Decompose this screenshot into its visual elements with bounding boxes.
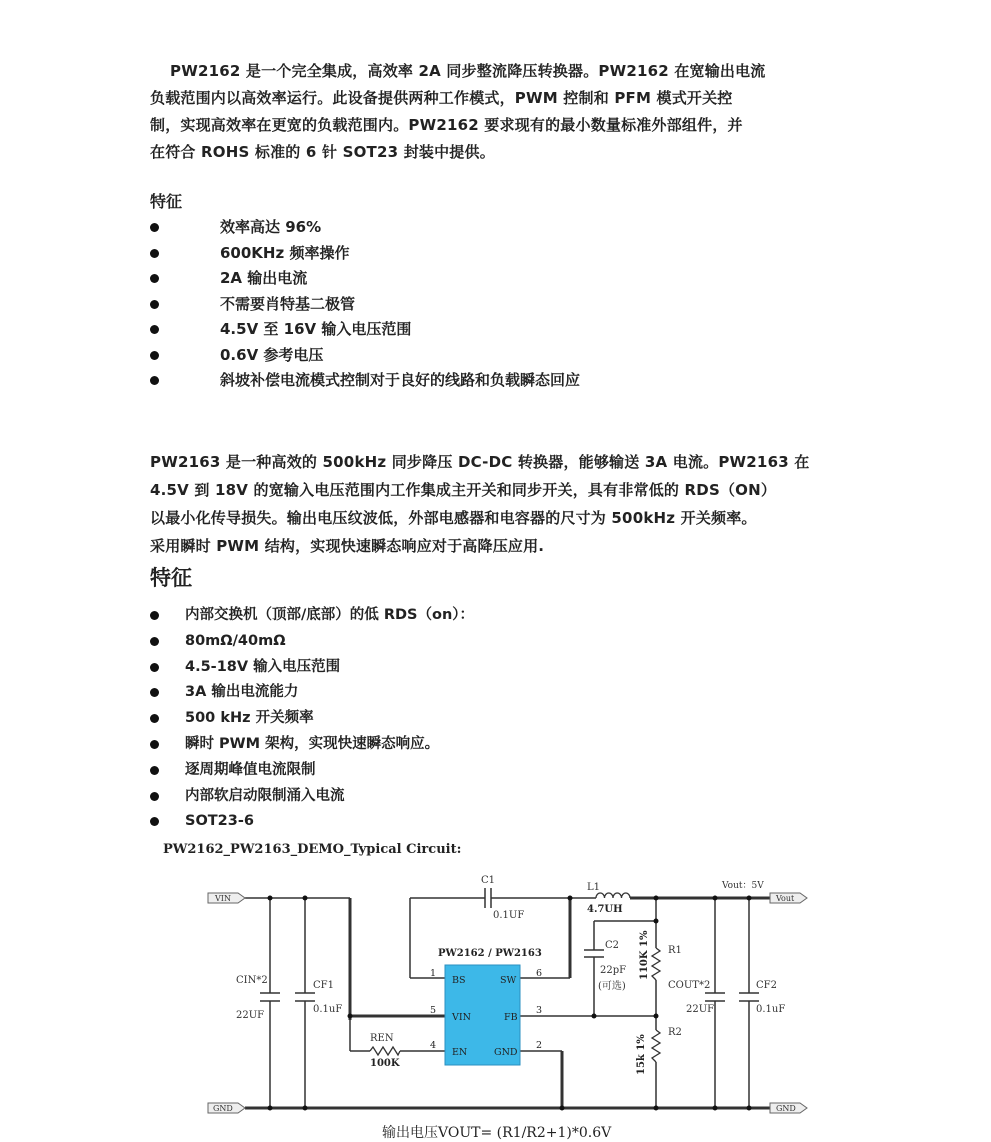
list-item: 3A 输出电流能力 (150, 680, 474, 706)
typical-circuit-schematic (0, 860, 991, 1122)
r1-label: R1 (668, 945, 682, 956)
list-item: 不需要肖特基二极管 (150, 292, 580, 318)
c2-note: (可选) (598, 981, 626, 992)
l1-label: L1 (587, 882, 601, 893)
pw2162-description (150, 58, 850, 166)
chip-name: PW2162 / PW2163 (438, 948, 542, 959)
list-item: 500 kHz 开关频率 (150, 706, 474, 732)
l1-inductor (596, 893, 630, 898)
bullet-icon (150, 792, 159, 801)
list-item: 0.6V 参考电压 (150, 343, 580, 369)
bullet-icon (150, 688, 159, 697)
pin-vin: VIN (452, 1012, 471, 1023)
pin-sw: SW (500, 975, 517, 986)
list-item: 瞬时 PWM 架构，实现快速瞬态响应。 (150, 732, 474, 758)
cf1-label: CF1 (313, 980, 334, 991)
pw2163-description (150, 448, 850, 560)
list-item: 内部交换机（顶部/底部）的低 RDS（on）： (150, 603, 474, 629)
gnd-port-left-label: GND (213, 1104, 233, 1113)
description-line: PW2163 是一种高效的 500kHz 同步降压 DC-DC 转换器，能够输送 3A 电流。PW2163 在 (150, 453, 810, 471)
list-item: 效率高达 96% (150, 215, 580, 241)
r2-label: R2 (668, 1027, 682, 1038)
bullet-icon (150, 376, 159, 385)
cin-value: 22UF (236, 1010, 265, 1021)
pin-en: EN (452, 1047, 468, 1058)
r1-value: 110K 1% (639, 930, 650, 980)
pin-number: 4 (430, 1040, 437, 1051)
pin-fb: FB (504, 1012, 518, 1023)
bullet-icon (150, 223, 159, 232)
description-line: 制，实现高效率在更宽的负载范围内。PW2162 要求现有的最小数量标准外部组件，并 (150, 116, 743, 134)
cin-label: CIN*2 (236, 975, 268, 986)
c1-label: C1 (481, 875, 496, 886)
bullet-icon (150, 637, 159, 646)
list-item: 4.5V 至 16V 输入电压范围 (150, 317, 580, 343)
vin-port-label: VIN (215, 894, 231, 903)
bullet-icon (150, 300, 159, 309)
features-heading-pw2162: 特征 (150, 192, 183, 211)
pin-number: 3 (536, 1005, 543, 1016)
cf2-label: CF2 (756, 980, 777, 991)
pin-gnd: GND (494, 1047, 518, 1058)
cout-label: COUT*2 (668, 980, 711, 991)
list-item: 斜坡补偿电流模式控制对于良好的线路和负载瞬态回应 (150, 368, 580, 394)
list-item: 80mΩ/40mΩ (150, 629, 474, 655)
pin-number: 6 (536, 968, 543, 979)
r1-resistor (652, 948, 660, 980)
bullet-icon (150, 663, 159, 672)
l1-value: 4.7UH (587, 904, 623, 915)
bullet-icon (150, 325, 159, 334)
cf2-value: 0.1uF (756, 1004, 786, 1015)
features-heading-pw2163: 特征 (150, 566, 192, 590)
c1-value: 0.1UF (493, 910, 525, 921)
list-item: 4.5-18V 输入电压范围 (150, 655, 474, 681)
list-item: SOT23-6 (150, 809, 474, 835)
list-item: 2A 输出电流 (150, 266, 580, 292)
bullet-icon (150, 611, 159, 620)
bullet-icon (150, 766, 159, 775)
description-line: 4.5V 到 18V 的宽输入电压范围内工作集成主开关和同步开关，具有非常低的 RDS（ON） (150, 481, 777, 499)
ren-resistor (370, 1047, 400, 1055)
bullet-icon (150, 274, 159, 283)
pin-number: 2 (536, 1040, 543, 1051)
ren-label: REN (370, 1033, 394, 1044)
list-item: 内部软启动限制涌入电流 (150, 784, 474, 810)
features-list-pw2163 (150, 603, 474, 835)
r2-value: 15k 1% (636, 1034, 647, 1075)
cf1-value: 0.1uF (313, 1004, 343, 1015)
vout-value: Vout：5V (722, 881, 764, 891)
bullet-icon (150, 351, 159, 360)
circuit-title: PW2162_PW2163_DEMO_Typical Circuit: (163, 842, 462, 857)
features-list-pw2162 (150, 215, 580, 394)
description-line: 采用瞬时 PWM 结构，实现快速瞬态响应对于高降压应用. (150, 537, 545, 555)
bullet-icon (150, 817, 159, 826)
description-line: PW2162 是一个完全集成，高效率 2A 同步整流降压转换器。PW2162 在宽输出电流 (170, 62, 766, 80)
pin-number: 5 (430, 1005, 437, 1016)
description-line: 负载范围内以高效率运行。此设备提供两种工作模式，PWM 控制和 PFM 模式开关控 (150, 89, 733, 107)
list-item: 逐周期峰值电流限制 (150, 758, 474, 784)
output-voltage-formula: 输出电压VOUT= (R1/R2+1)*0.6V (382, 1125, 612, 1141)
gnd-port-right-label: GND (776, 1104, 796, 1113)
bullet-icon (150, 714, 159, 723)
c2-value: 22pF (600, 965, 627, 976)
description-line: 在符合 ROHS 标准的 6 针 SOT23 封装中提供。 (150, 143, 495, 161)
bullet-icon (150, 249, 159, 258)
list-item: 600KHz 频率操作 (150, 241, 580, 267)
r2-resistor (652, 1030, 660, 1062)
c2-label: C2 (605, 940, 620, 951)
description-line: 以最小化传导损失。输出电压纹波低，外部电感器和电容器的尺寸为 500kHz 开关频率。 (150, 509, 757, 527)
pin-number: 1 (430, 968, 437, 979)
bullet-icon (150, 740, 159, 749)
cout-value: 22UF (686, 1004, 715, 1015)
ren-value: 100K (370, 1058, 400, 1069)
pin-bs: BS (452, 975, 466, 986)
vout-port-label: Vout (776, 894, 795, 903)
